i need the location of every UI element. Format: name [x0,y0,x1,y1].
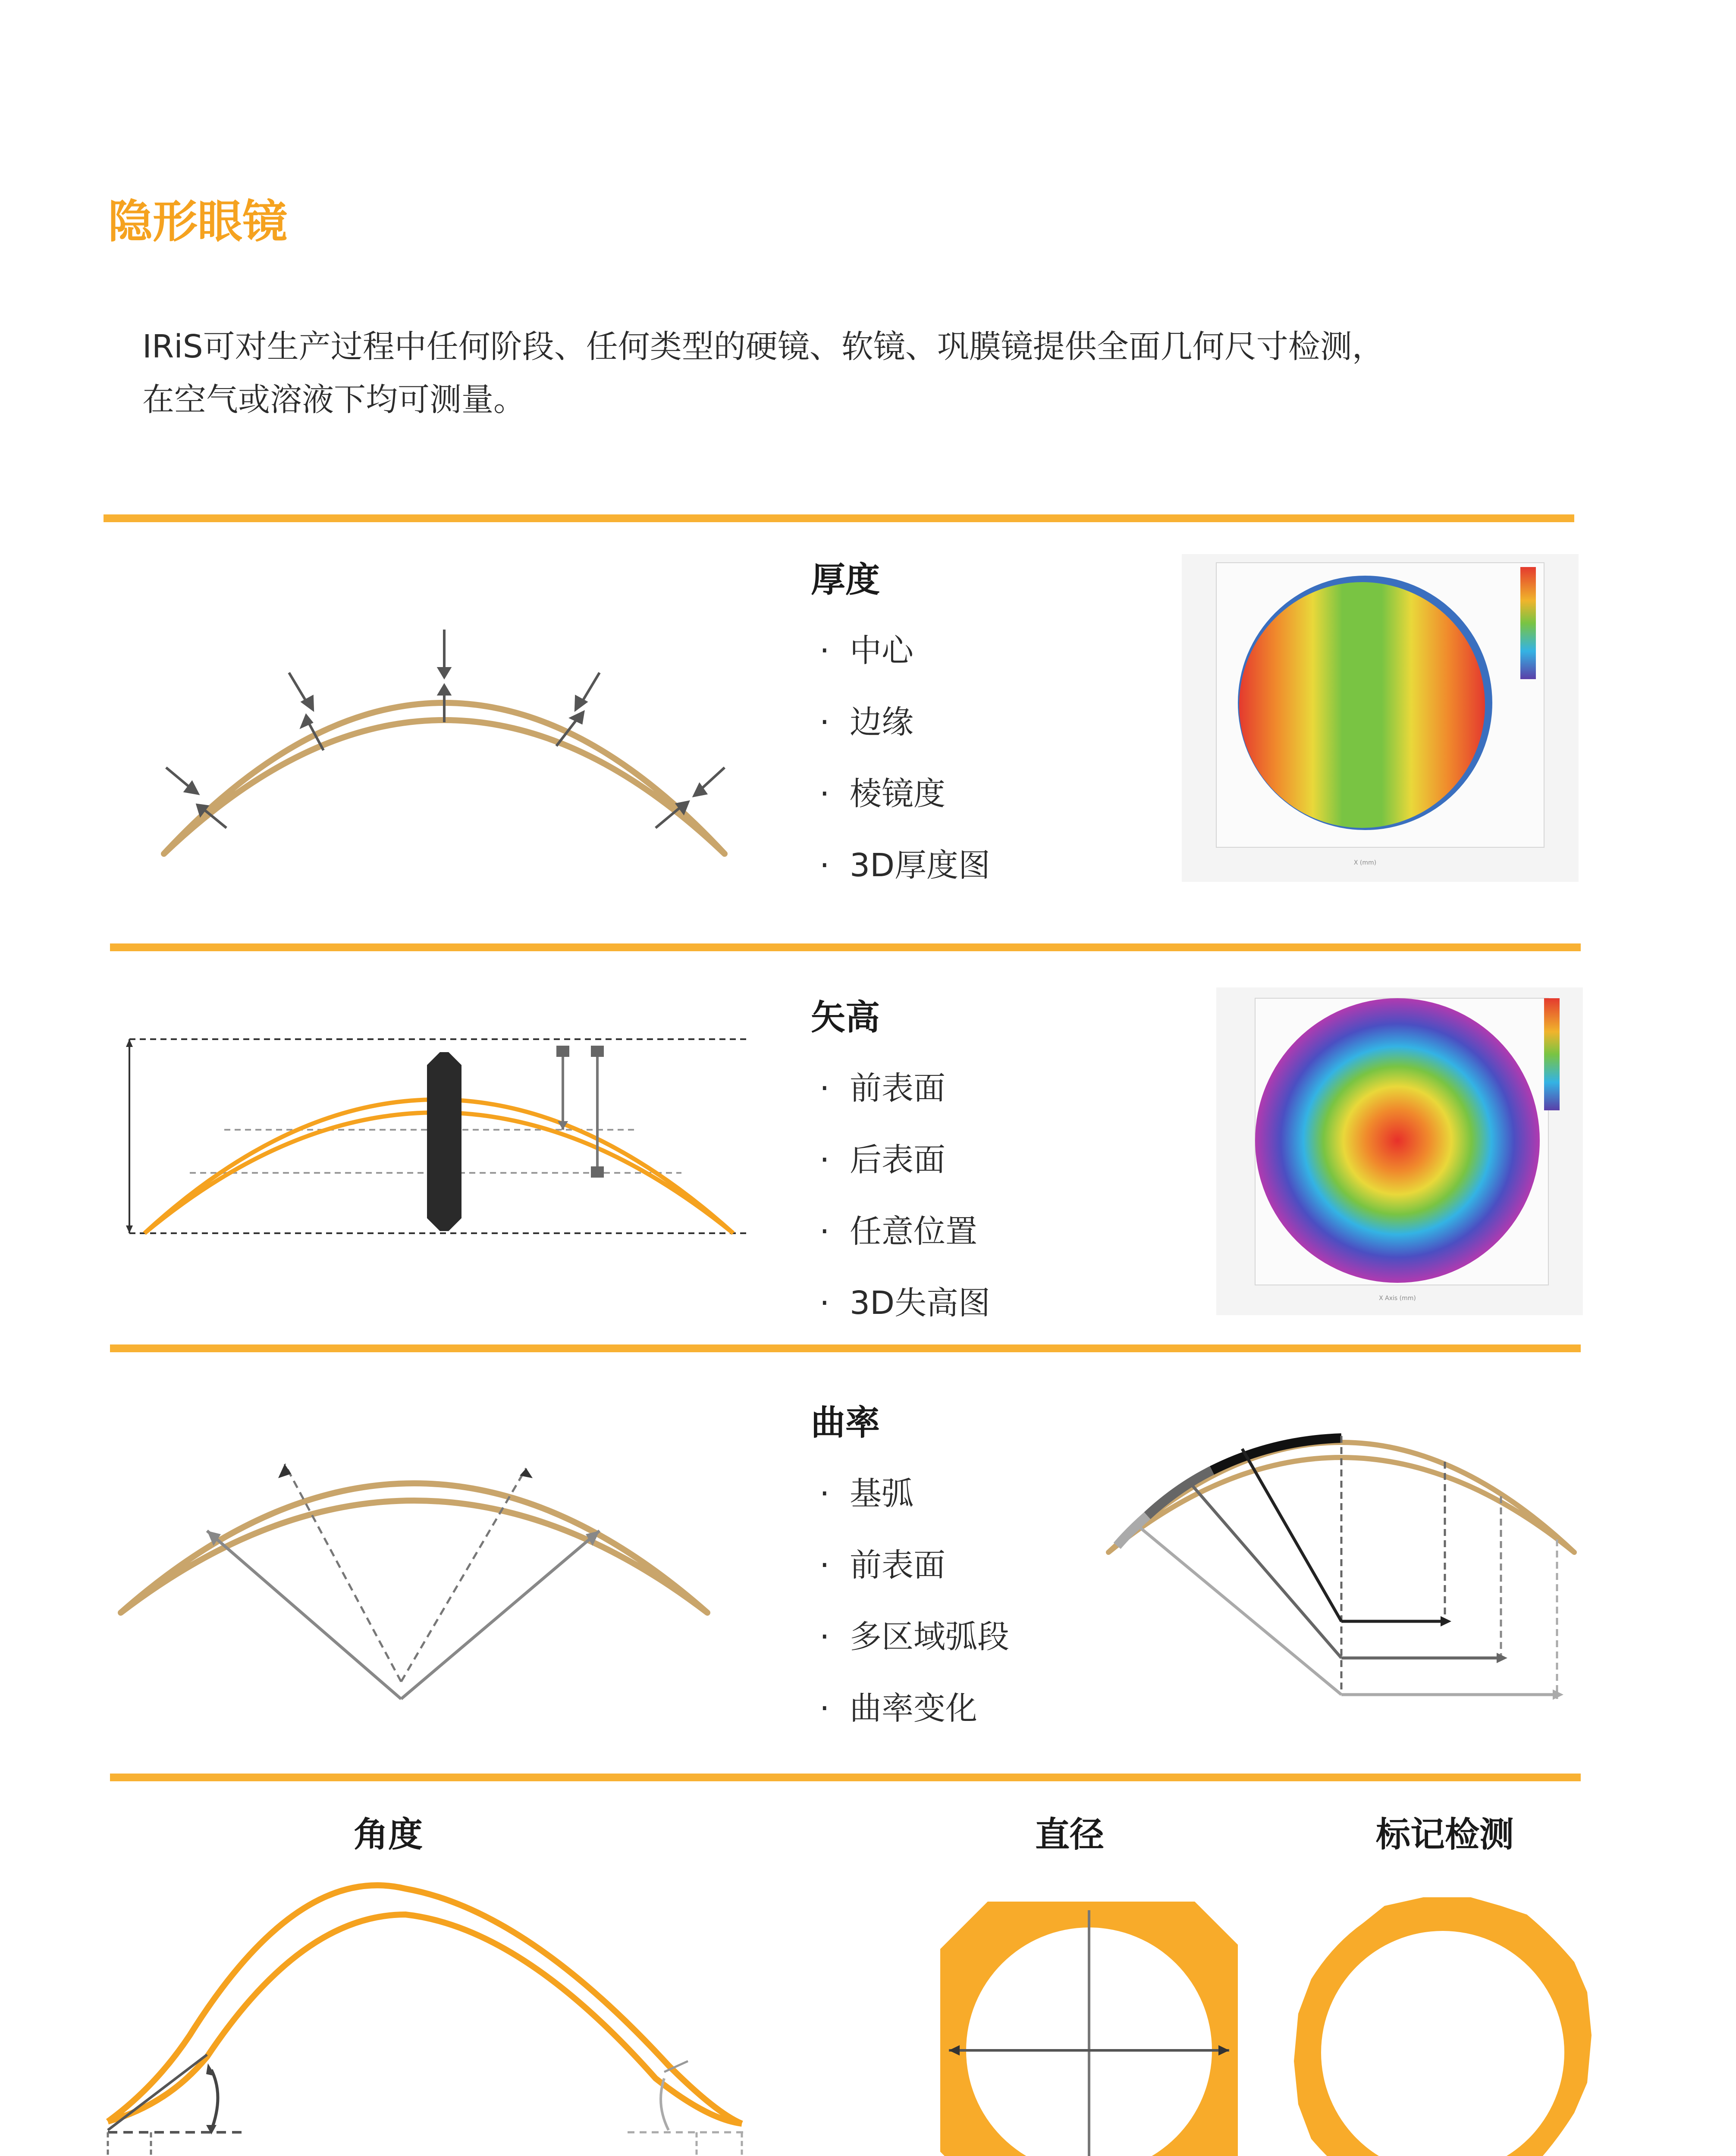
list-item: · 基弧 [819,1475,914,1512]
curvature-lens-diagram [108,1423,720,1708]
page-title: 隐形眼镜 [108,195,288,248]
list-item: · 3D厚度图 [819,847,991,884]
sag-bullet-list [819,1063,1208,1322]
section-divider-3 [110,1344,1581,1352]
marking-label: 标记检测 [1376,1814,1514,1855]
thickness-title: 厚度 [811,560,880,600]
sag-lens-diagram [125,1035,750,1250]
sag-title: 矢高 [811,997,880,1037]
curvature-title: 曲率 [811,1403,880,1443]
list-item: · 3D失高图 [819,1285,991,1322]
curvature-zones-diagram [1100,1410,1583,1712]
thickness-bullet-list [819,625,1208,884]
list-item: · 中心 [819,632,914,669]
sag-3d-heatmap [1216,987,1583,1315]
section-divider-4 [110,1774,1581,1781]
section-divider-2 [110,943,1581,951]
marking-detection-diagram [1294,1897,1596,2156]
thickness-3d-heatmap [1182,554,1579,882]
list-item: · 棱镜度 [819,775,945,812]
list-item: · 任意位置 [819,1213,977,1250]
list-item: · 前表面 [819,1070,945,1107]
intro-line-1: IRiS可对生产过程中任何阶段、任何类型的硬镜、软镜、巩膜镜提供全面几何尺寸检测， [142,328,1384,365]
thickness-lens-diagram [142,612,746,880]
diameter-diagram [940,1902,1242,2156]
angle-lens-diagram [95,1880,768,2156]
diameter-label: 直径 [1035,1814,1104,1855]
section-divider-1 [104,514,1574,522]
svg-text:X (mm): X (mm) [1353,859,1377,866]
list-item: · 曲率变化 [819,1690,977,1727]
list-item: · 后表面 [819,1141,945,1178]
angle-label: 角度 [354,1814,423,1855]
intro-line-2: 在空气或溶液下均可测量。 [142,381,525,418]
list-item: · 多区域弧段 [819,1618,1009,1655]
svg-text:X Axis (mm): X Axis (mm) [1379,1295,1416,1302]
list-item: · 边缘 [819,704,914,741]
list-item: · 前表面 [819,1547,945,1584]
